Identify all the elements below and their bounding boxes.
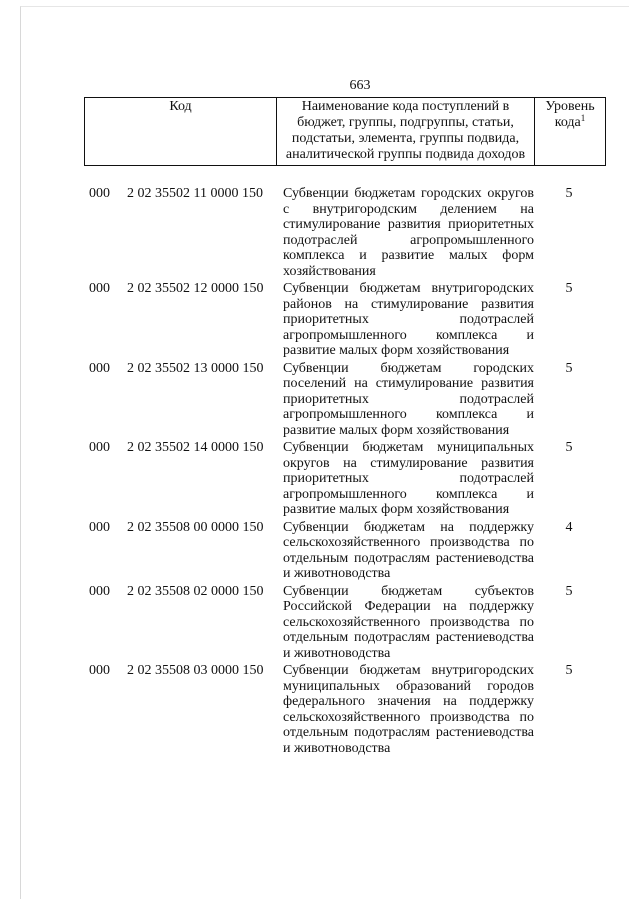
row-code: 2 02 35508 03 0000 150 [127, 663, 264, 678]
table-row [84, 520, 606, 582]
row-name: Субвенции бюджетам городских округов с внутригородским делением на стимулирование развития приоритетных подотраслей агропромышленного комплекса и развитие малых форм хозяйствования [283, 186, 534, 279]
row-level: 5 [565, 583, 573, 599]
row-level: 5 [565, 663, 573, 678]
row-level: 5 [565, 186, 573, 201]
row-prefix: 000 [89, 583, 110, 599]
row-code: 2 02 35502 11 0000 150 [127, 186, 263, 201]
row-name: Субвенции бюджетам муниципальных округов на стимулирование развития приоритетных подотраслей агропромышленного комплекса и развитие малых форм хозяйствования [283, 440, 534, 517]
row-name: Субвенции бюджетам внутригородских районов на стимулирование развития приоритетных подотраслей агропромышленного комплекса и развитие малых форм хозяйствования [283, 281, 534, 358]
row-prefix: 000 [89, 519, 110, 535]
header-level-footnote: 1 [580, 113, 586, 123]
row-level: 5 [565, 440, 573, 455]
row-code: 2 02 35502 13 0000 150 [127, 360, 264, 376]
row-name: Субвенции бюджетам городских поселений на стимулирование развития приоритетных подотраслей агропромышленного комплекса и развитие малых форм хозяйствования [283, 360, 534, 438]
row-name: Субвенции бюджетам на поддержку сельскохозяйственного производства по отдельным подотраслям растениеводства и животноводства [283, 519, 534, 581]
table-body [84, 186, 606, 758]
row-prefix: 000 [89, 663, 110, 678]
row-level: 4 [565, 519, 573, 535]
row-prefix: 000 [89, 440, 110, 455]
row-code: 2 02 35502 12 0000 150 [127, 281, 264, 296]
table-row [84, 584, 606, 662]
page-number: 663 [349, 78, 371, 93]
row-prefix: 000 [89, 186, 110, 201]
header-level-label: Уровень кода [545, 99, 595, 130]
header-name: Наименование кода поступлений в бюджет, группы, подгруппы, статьи, подстатьи, элемента, группы подвида, аналитической группы подвида доходов [277, 98, 535, 166]
row-prefix: 000 [89, 281, 110, 296]
row-code: 2 02 35502 14 0000 150 [127, 440, 264, 455]
row-name: Субвенции бюджетам внутригородских муниципальных образований городов федерального значения на поддержку сельскохозяйственного производства по отдельным подотраслям растениеводства и животноводства [283, 663, 534, 756]
table-row [84, 281, 606, 359]
row-level: 5 [565, 281, 573, 296]
row-code: 2 02 35508 02 0000 150 [127, 583, 264, 599]
row-prefix: 000 [89, 360, 110, 376]
header-code: Код [85, 98, 277, 166]
table-row [84, 361, 606, 439]
row-code: 2 02 35508 00 0000 150 [127, 519, 264, 535]
row-name: Субвенции бюджетам субъектов Российской Федерации на поддержку сельскохозяйственного производства по отдельным подотраслям растениеводства и животноводства [283, 583, 534, 661]
table-row [84, 440, 606, 518]
table-header [84, 97, 606, 166]
table-row [84, 186, 606, 279]
row-level: 5 [565, 360, 573, 376]
header-level [535, 98, 606, 166]
table-row [84, 663, 606, 756]
